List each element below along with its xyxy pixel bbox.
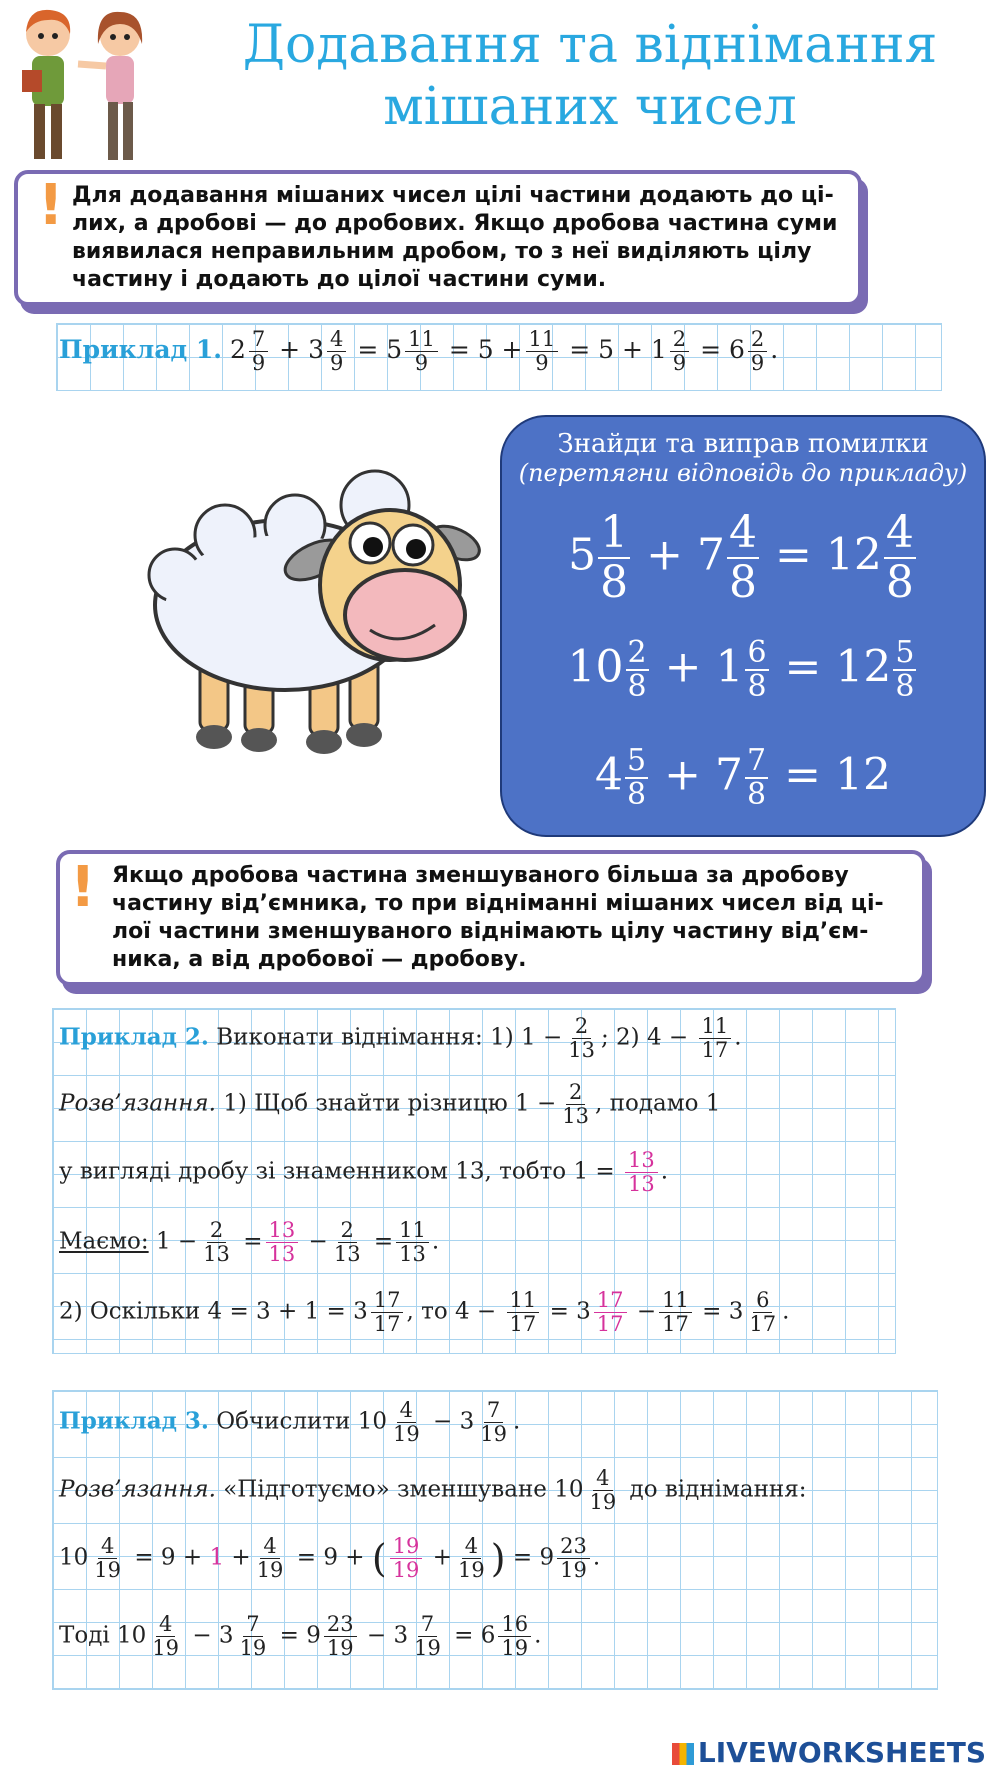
example-3-task: Приклад 3. Обчислити 10 $\frac{4}{19}$ − 3 $\frac{7}{19}$ . — [59, 1398, 521, 1446]
quiz-subheading: (перетягни відповідь до прикладу) — [518, 459, 968, 487]
logo-icon — [672, 1743, 694, 1765]
quiz-heading: Знайди та виправ помилки — [557, 429, 929, 459]
example-2-solution-line-1: Розв’язання. 1) Щоб знайти різницю 1 − $\frac{2}{13}$ , подамо 1 — [59, 1080, 721, 1128]
example-2-solution-line-2: у вигляді дробу зі знаменником 13, тобто 1 = $\frac{13}{13}$ . — [59, 1148, 669, 1196]
exclamation-icon: ! — [70, 855, 96, 920]
example-3-solution-line-1: Розв’язання. «Підготуємо» зменшуване 10 $\frac{4}{19}$ до віднімання: — [59, 1466, 807, 1514]
rule-box-addition — [14, 170, 862, 306]
example-2-task: Приклад 2. Виконати віднімання: 1) 1 − $\frac{2}{13}$ ; 2) 4 − $\frac{11}{17}$ . — [59, 1014, 742, 1062]
title-line-1: Додавання та віднімання — [242, 15, 938, 75]
quiz-equation-3[interactable]: 4 $\frac{5}{8}$ + 7 $\frac{7}{8}$ = 12 — [595, 743, 891, 812]
example-1-panel — [56, 323, 942, 391]
example-label: Приклад 1. — [59, 335, 222, 364]
example-label: Приклад 3. — [59, 1407, 209, 1435]
quiz-equation-1[interactable]: 5 $\frac{1}{8}$ + 7 $\frac{4}{8}$ = 12 $\frac{4}{8}$ — [568, 507, 914, 608]
quiz-box — [500, 415, 986, 837]
example-2-solution-line-3: Маємо: 1 − $\frac{2}{13}$ = $\frac{13}{13}$ − $\frac{2}{13}$ = $\frac{11}{13}$ . — [59, 1218, 440, 1266]
page-title — [200, 14, 980, 138]
example-3-solution-line-2: 10 $\frac{4}{19}$ = 9 + 1 + $\frac{4}{19}$ = 9 + ( $\frac{19}{19}$ + $\frac{4}{19}$ ) = 9 $\frac{23}{19}$ . — [59, 1534, 601, 1582]
example-3-panel — [52, 1390, 938, 1690]
quiz-equation-2[interactable]: 10 $\frac{2}{8}$ + 1 $\frac{6}{8}$ = 12 $\frac{5}{8}$ — [567, 635, 915, 704]
example-2-panel — [52, 1008, 896, 1354]
kids-illustration — [8, 4, 168, 174]
title-line-2: мішаних чисел — [383, 77, 797, 137]
sheep-illustration — [145, 465, 485, 765]
example-1-expression: Приклад 1. 2 $\frac{7}{9}$ + 3 $\frac{4}{9}$ = 5 $\frac{11}{9}$ = 5 + $\frac{11}{9}$ = 5 + 1 $\frac{2}{9}$ = 6 $\frac{2}{9}$ . — [59, 327, 779, 375]
rule-box-subtraction — [56, 850, 926, 986]
exclamation-icon: ! — [38, 173, 64, 238]
example-label: Приклад 2. — [59, 1023, 209, 1051]
example-2-solution-line-4: 2) Оскільки 4 = 3 + 1 = 3 $\frac{17}{17}$ , то 4 − $\frac{11}{17}$ = 3 $\frac{17}{17}$ − $\frac{11}{17}$ = 3 $\frac{6}{17}$ . — [59, 1288, 790, 1336]
example-3-solution-line-3: Тоді 10 $\frac{4}{19}$ − 3 $\frac{7}{19}$ = 9 $\frac{23}{19}$ − 3 $\frac{7}{19}$ = 6 $\frac{16}{19}$ . — [59, 1612, 542, 1660]
rule-text: Для додавання мішаних чисел цілі частини додають до ці- лих, а дробові — до дробових. Якщо дробова частина суми виявилася неправильним дробом, то з неї виділяють цілу частину і додають до цілої частини суми. — [72, 183, 838, 292]
liveworksheets-logo[interactable]: LIVEWORKSHEETS — [672, 1736, 986, 1769]
rule-text: Якщо дробова частина зменшуваного більша за дробову частину від’ємника, то при відніманні мішаних чисел від ці- лої частини зменшуваного віднімають цілу частину від’єм- ника, а від дробової — дробову. — [112, 863, 884, 972]
